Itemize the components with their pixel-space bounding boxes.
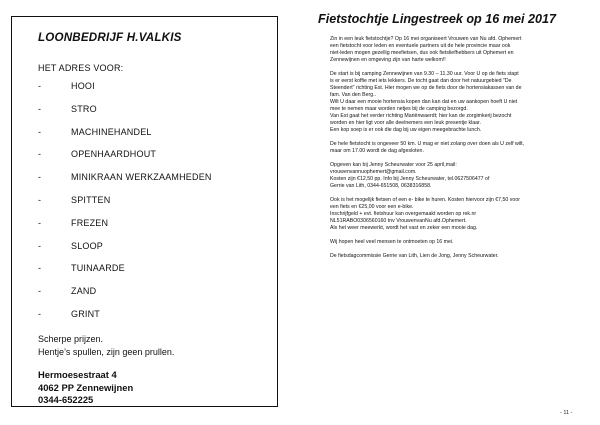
service-item [38,127,255,150]
address-line: 4062 PP Zennewijnen [38,381,134,393]
paragraph-line: NL51RABO0306560160 tnv VrouwenvanNu afd.Ophemert. [330,218,467,224]
paragraph-line: een fietstocht voor leden en eventuele partners uit de hele provincie maar ook [330,43,511,49]
service-item [38,286,255,309]
service-item [38,263,255,286]
ad-subtitle: HET ADRES VOOR: [38,63,124,73]
paragraph-line: Zennewijnen en omgeving zijn van harte welkom!! [330,57,446,63]
paragraph-line: De start is bij camping Zennewijnen van 9.30 – 11.30 uur. Voor U op de fiets stapt [330,71,519,77]
service-label: TUINAARDE [71,263,125,274]
paragraph-line: De fietsdagcommissie Gerrie van Lith, Lien de Jong, Jenny Scheurwater. [330,253,499,259]
paragraph-line: Opgeven kan bij Jenny Scheurwater voor 25 april,mail: [330,162,457,168]
service-item [38,218,255,241]
service-label: GRINT [71,308,100,319]
prices-line: Hentje’s spullen, zijn geen prullen. [38,346,175,357]
article-paragraph [330,71,582,134]
service-label: FREZEN [71,217,109,228]
service-label: ZAND [71,286,97,297]
article-paragraph [330,141,582,155]
service-dash: - [38,217,42,228]
paragraph-line: fam. Van den Berg.. [330,92,377,98]
paragraph-line: maar om 17.00 wordt de dag afgesloten. [330,148,424,154]
paragraph-line: Wij hopen heel veel mensen te ontmoeten op 16 mei. [330,239,454,245]
paragraph-line: vrouwenvannuophemert@gmail.com. [330,169,417,175]
service-label: MINIKRAAN WERKZAAMHEDEN [71,172,212,183]
paragraph-line: Wilt U daar een mooie hortensia kopen dan kan dat en uw aankopen hoeft U niet [330,99,518,105]
service-label: MACHINEHANDEL [71,126,152,137]
service-item [38,172,255,195]
service-dash: - [38,172,42,183]
service-dash: - [38,240,42,251]
prices-line: Scherpe prijzen. [38,333,104,344]
paragraph-line: Inschrijfgeld + evt. fietshuur kan overgemaakt worden op rek.nr [330,211,477,217]
paragraph-line: een fiets en €25,00 voor een e-bike. [330,204,414,210]
service-dash: - [38,308,42,319]
advertisement-box [11,16,278,407]
article-paragraph [330,162,582,190]
service-dash: - [38,126,42,137]
paragraph-line: Gerrie van Lith, 0344-651508, 0638316858. [330,183,432,189]
paragraph-line: Zin in een leuk fietstochtje? Op 16 mei organiseert Vrouwen van Nu afd. Ophemert [330,36,522,42]
article-body [318,36,582,260]
paragraph-line: worden en hier ligt voor alle deelnemers een leuk presentje klaar. [330,120,481,126]
paragraph-line: Steendert" richting Est. Hier mogen we op de fiets door de hortensiakassen van de [330,85,522,91]
service-label: SLOOP [71,240,104,251]
service-label: SPITTEN [71,194,111,205]
ad-prices [38,333,255,359]
service-dash: - [38,103,42,114]
service-item [38,195,255,218]
paragraph-line: Van Est gaat het verder richting Mariënwaerdt; hier kan de zorgimkerij bezocht [330,113,512,119]
article-paragraph [330,197,582,232]
ad-title: LOONBEDRIJF H.VALKIS [38,31,182,44]
paragraph-line: Als het weer meewerkt, wordt het vast en zeker een mooie dag. [330,225,478,231]
page-number: - 11 - [560,410,573,416]
article [318,12,582,267]
paragraph-line: is er eerst koffie met iets lekkers. De tocht gaat dan door het natuurgebied "De [330,78,512,84]
service-label: OPENHAARDHOUT [71,149,157,160]
service-item [38,104,255,127]
service-item [38,309,255,332]
service-dash: - [38,149,42,160]
service-item [38,81,255,104]
service-dash: - [38,81,42,91]
article-paragraph [330,253,582,260]
article-paragraph [330,36,582,64]
service-dash: - [38,194,42,205]
article-paragraph [330,239,582,246]
service-item [38,149,255,172]
service-label: STRO [71,103,97,114]
paragraph-line: niet-leden mogen gezellig meefietsen, dus ook fietsliefhebbers uit Ophemert en [330,50,514,56]
address-line: 0344-652225 [38,394,94,406]
paragraph-line: De hele fietstocht is ongeveer 50 km. U mag er niet zolang over doen als U zelf wilt, [330,141,525,147]
paragraph-line: mee te nemen maar worden netjes bij de camping bezorgd. [330,106,468,112]
service-label: HOOI [71,81,95,91]
paragraph-line: Ook is het mogelijk fietsen of een e- bike te huren. Kosten hiervoor zijn €7,50 voor [330,197,520,203]
service-list [38,81,255,332]
service-item [38,241,255,264]
article-title: Fietstochtje Lingestreek op 16 mei 2017 [318,12,556,26]
paragraph-line: Een kop soep is er ook die dag bij uw eigen meegebrachte lunch. [330,127,482,133]
service-dash: - [38,263,42,274]
paragraph-line: Kosten zijn €12,50 pp. Info bij Jenny Scheurwater, tel.0627506477 of [330,176,490,182]
service-dash: - [38,286,42,297]
address-line: Hermoesestraat 4 [38,368,117,380]
ad-address [38,369,255,407]
